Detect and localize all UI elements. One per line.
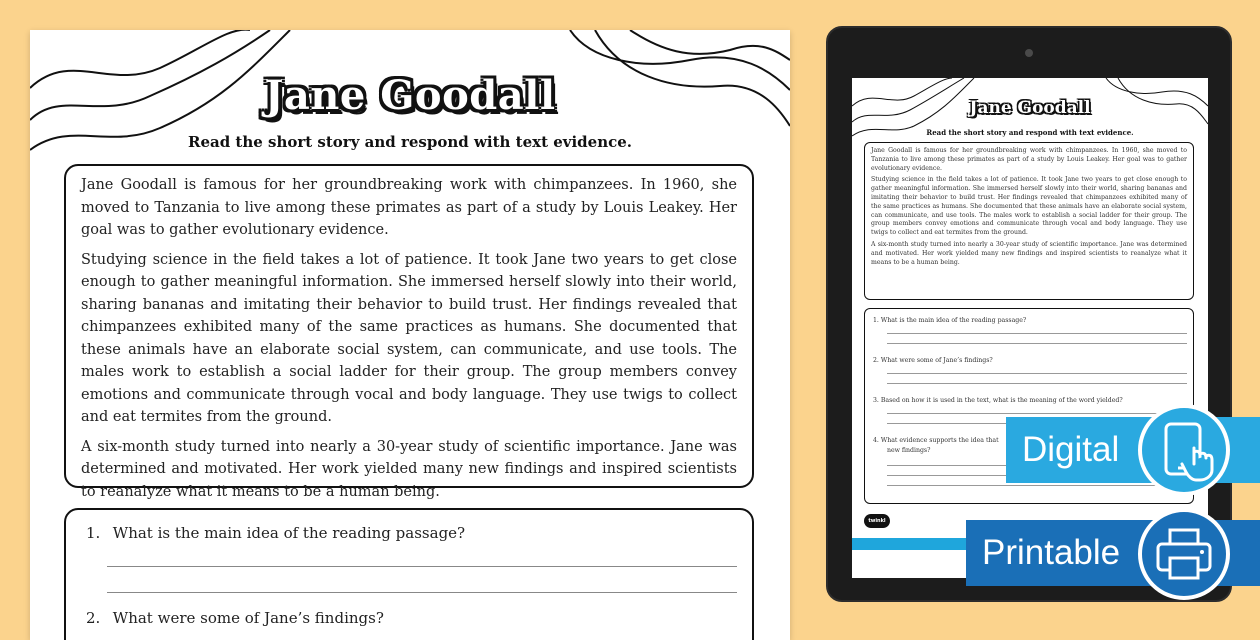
printable-label: Printable (982, 533, 1121, 572)
mini-question-number: 1. (873, 317, 879, 324)
tablet-camera (1025, 49, 1033, 57)
mini-question-text: Based on how it is used in the text, what is the meaning of the word yielded? (880, 397, 1123, 404)
mini-story-paragraph-1: Jane Goodall is famous for her groundbreaking work with chimpanzees. In 1960, she moved to Tanzania to live among these primates as part of a study by Louis Leakey. Her goal was to gather evolutionary evidence. (871, 147, 1187, 172)
mini-page-subtitle: Read the short story and respond with text evidence. (926, 128, 1134, 137)
mini-story-paragraph-3: A six-month study turned into nearly a 30-year study of scientific importance. Jane was determined and motivated. Her work yielded many new findings and inspired scientists to reanalyze what it means to be a human being. (871, 240, 1187, 266)
mini-question-1 (873, 317, 1189, 324)
mini-story-passage (864, 142, 1194, 300)
mini-answer-line (887, 383, 1187, 384)
mini-question-number: 4. (873, 437, 879, 444)
question-text: What is the main idea of the reading passage? (112, 524, 466, 542)
answer-line[interactable] (107, 566, 737, 567)
question-text: What were some of Jane’s findings? (112, 609, 384, 627)
tablet-screen (852, 78, 1208, 578)
mini-question-number: 2. (873, 357, 879, 364)
mini-question-text: What evidence supports the idea that (880, 437, 999, 444)
story-paragraph-1: Jane Goodall is famous for her groundbreaking work with chimpanzees. In 1960, she moved to Tanzania to live among these primates as part of a study by Louis Leakey. Her goal was to gather evolutionary evidence. (81, 177, 737, 238)
mini-answer-line (887, 333, 1187, 334)
question-number: 1. (86, 524, 101, 542)
question-1 (86, 524, 465, 542)
story-passage (64, 164, 754, 500)
mini-page-title: Jane Goodall (969, 98, 1091, 118)
story-paragraph-2: Studying science in the field takes a lot of patience. It took Jane two years to get close enough to gather meaningful information. She immersed herself slowly into their world, sharing bananas and imitating their behavior to build trust. Her findings revealed that chimpanzees exhibited many of the same practices as humans. She documented that these animals have an elaborate social system, can communicate, and use tools. The males work to establish a social ladder for their group. The group members convey emotions and communicate through vocal and body language. They use twigs to collect and eat termites from the ground. (81, 251, 737, 425)
mini-story-paragraph-2: Studying science in the field takes a lot of patience. It took Jane two years to get close enough to gather meaningful information. She immersed herself slowly into their world, sharing bananas and imitating their behavior to build trust. Her findings revealed that chimpanzees exhibited many of the same practices as humans. She documented that these animals have an elaborate social system, can communicate, and use tools. The males work to establish a social ladder for their group. The group members convey emotions and communicate through vocal and body language. They use twigs to collect and eat termites from the ground. (871, 176, 1187, 237)
page-title: Jane Goodall (264, 72, 556, 119)
mini-question-2 (873, 357, 1189, 364)
mini-answer-line (887, 343, 1187, 344)
mini-question-3 (873, 397, 1189, 404)
page-subtitle: Read the short story and respond with text evidence. (187, 133, 633, 151)
question-number: 2. (86, 609, 101, 627)
story-paragraph-3: A six-month study turned into nearly a 30-year study of scientific importance. Jane was determined and motivated. Her work yielded many new findings and inspired scientists to reanalyze what it means to be a human being. (81, 438, 737, 500)
question-2 (86, 609, 384, 627)
twinkl-logo: twinkl (864, 514, 890, 528)
worksheet-page (30, 30, 790, 640)
mini-question-4-continued: new findings? (887, 447, 931, 454)
digital-label: Digital (1022, 430, 1120, 469)
printer-icon (1138, 508, 1230, 600)
tablet-touch-icon (1138, 404, 1230, 496)
mini-answer-line (887, 373, 1187, 374)
questions-box (64, 508, 754, 640)
mini-question-number: 3. (873, 397, 879, 404)
answer-line[interactable] (107, 592, 737, 593)
mini-question-text: What were some of Jane’s findings? (880, 357, 993, 364)
mini-question-text: What is the main idea of the reading passage? (880, 317, 1027, 324)
